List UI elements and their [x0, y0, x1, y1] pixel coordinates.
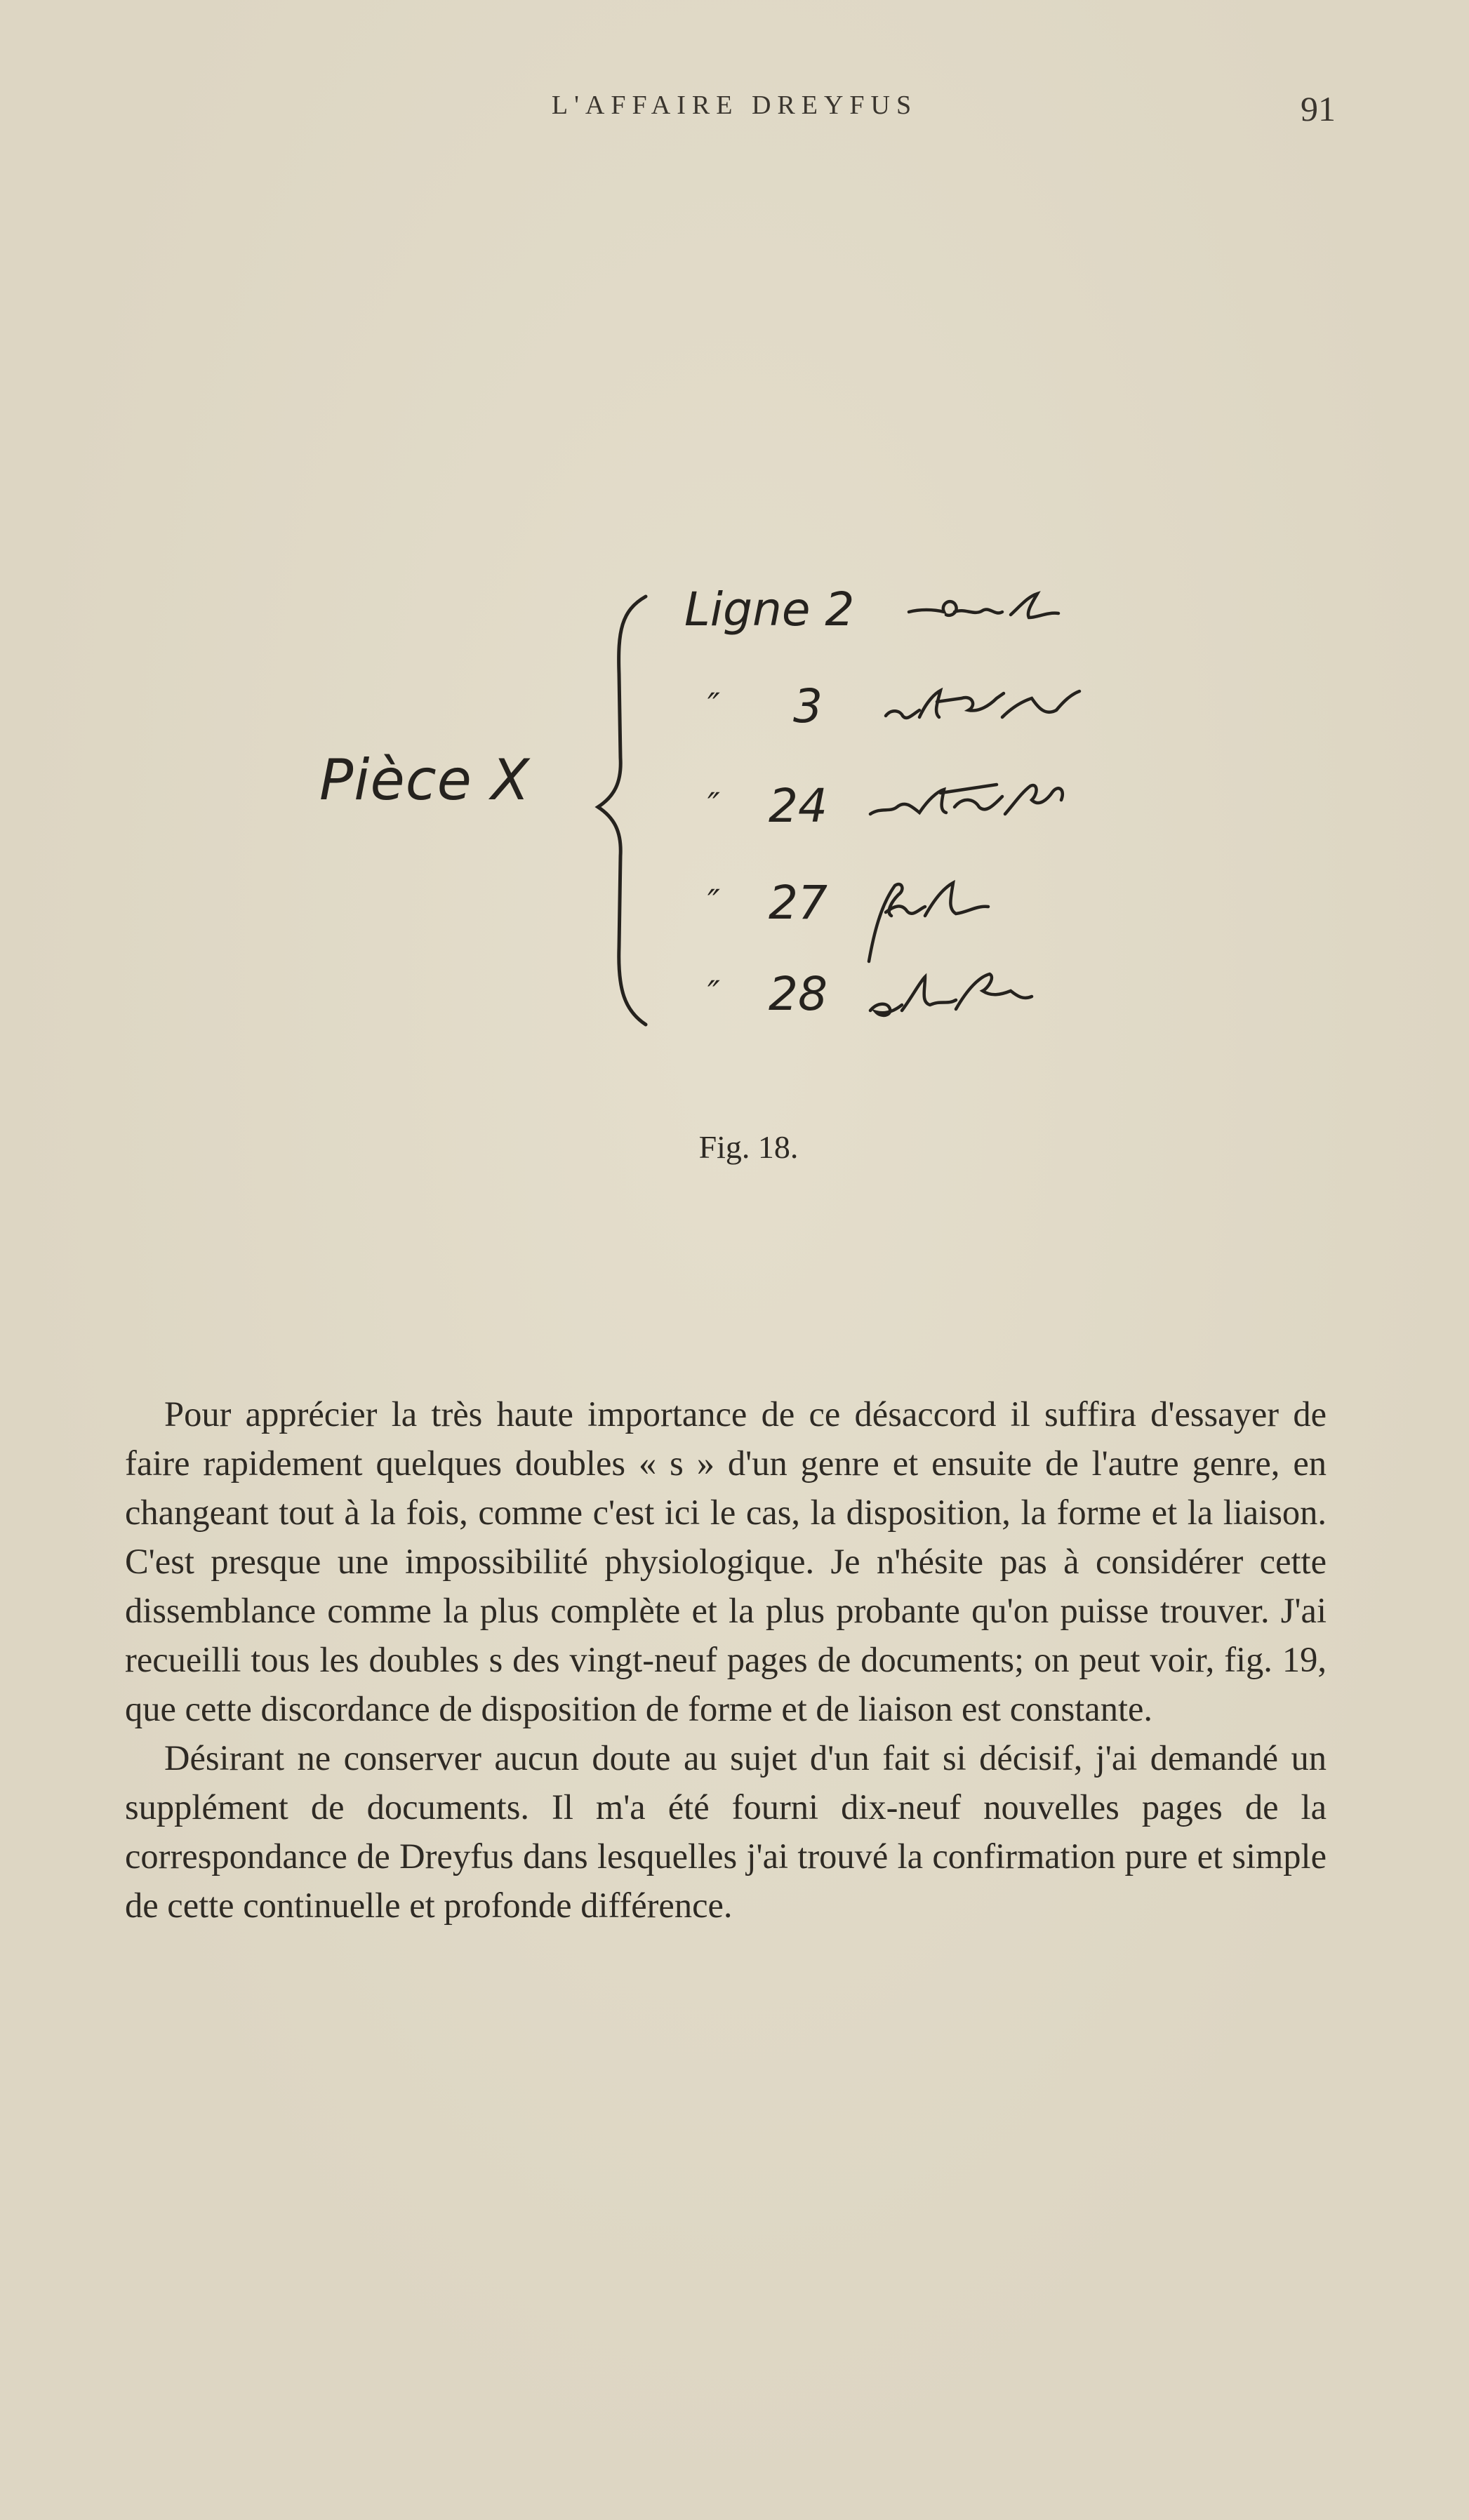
ditto-mark: ″ [707, 786, 720, 825]
line-label-2 [684, 582, 854, 636]
line-number-3: 3 [793, 679, 823, 733]
handwritten-word-row-1 [909, 594, 1058, 618]
line-number-27: 27 [769, 876, 827, 930]
ditto-mark: ″ [707, 686, 720, 726]
handwritten-word-row-4 [869, 883, 988, 961]
paragraph-1: Pour apprécier la très haute importance de ce désaccord il suffira d'essayer de faire rapidement quelques doubles « s » d'un genre et ensuite de l'autre genre, en changeant tout à la fois, comme c'est ici le cas, la disposition, la forme et la liaison. C'est presque une impossibilité physiologique. Je n'hésite pas à considérer cette dissemblance comme la plus complète et la plus probante qu'on puisse trouver. J'ai recueilli tous les doubles s des vingt-neuf pages de documents; on peut voir, fig. 19, que cette discordance de disposition de forme et de liaison est constante. [125, 1394, 1327, 1728]
figure-caption-text: Fig. 18. [698, 1129, 799, 1165]
ditto-mark: ″ [707, 883, 720, 922]
figure-caption [0, 1128, 1469, 1166]
ditto-mark: ″ [707, 974, 720, 1013]
handwritten-word-row-2 [886, 691, 1079, 718]
running-head: L'AFFAIRE DREYFUS [551, 91, 918, 120]
line-number-24: 24 [769, 779, 827, 833]
handwritten-word-row-3 [870, 785, 1063, 814]
piece-label: Pièce X [319, 747, 531, 813]
line-label-text: Ligne 2 [684, 582, 855, 636]
paragraph-2: Désirant ne conserver aucun doute au sujet d'un fait si décisif, j'ai demandé un supplément de documents. Il m'a été fourni dix-neuf nouvelles pages de la correspondance de Dreyfus dans lesquelles j'ai trouvé la confirmation pure et simple de cette continuelle et profonde différence. [125, 1738, 1327, 1925]
page-number: 91 [1301, 89, 1336, 128]
handwritten-word-row-5 [870, 974, 1032, 1015]
body-text [125, 1389, 1327, 1930]
line-number-28: 28 [769, 967, 827, 1021]
figure-18 [0, 0, 1469, 1193]
curly-brace [598, 596, 646, 1025]
